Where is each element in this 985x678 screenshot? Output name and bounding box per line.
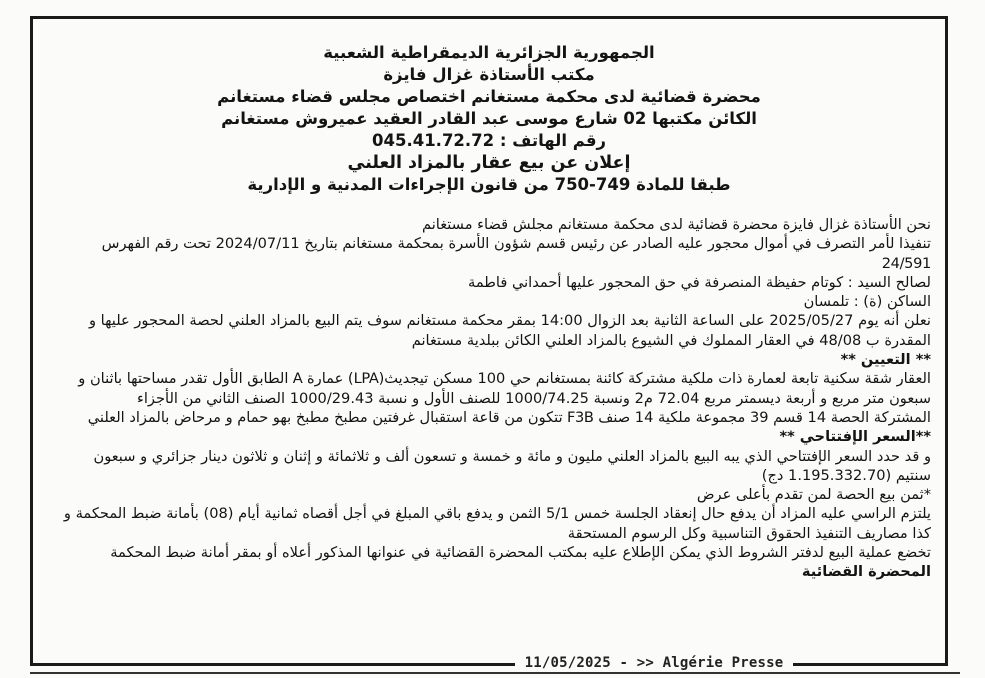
body-line: المقدرة ب 48/08 في العقار المملوك في الشيوع بالمزاد العلني الكائن ببلدية مستغانم xyxy=(411,331,931,349)
body-line: *ثمن بيع الحصة لمن تقدم بأعلى عرض xyxy=(696,486,931,504)
body-line: يلتزم الراسي عليه المزاد أن يدفع حال إنعقاد الجلسة خمس 5/1 الثمن و يدفع باقي المبلغ في أجل أقصاه ثمانية أيام (08) بأمانة ضبط المحكمة و xyxy=(63,505,931,523)
header-block xyxy=(33,42,945,196)
body-line: العقار شقة سكنية تابعة لعمارة ذات ملكية مشتركة كائنة بمستغانم حي 100 مسكن تيجديث(LPA) عمارة A الطابق الأول تقدر مساحتها باثنان و xyxy=(78,370,931,388)
body-line: لصالح السيد : كوتام حفيظة المنصرفة في حق المحجور عليها أحمداني فاطمة xyxy=(468,273,931,291)
next-clipping-edge xyxy=(30,672,960,678)
court-line: محضرة قضائية لدى محكمة مستغانم اختصاص مجلس قضاء مستغانم xyxy=(217,87,761,106)
source-caption: 11/05/2025 - >> Algérie Presse xyxy=(515,655,794,671)
address-line: الكائن مكتبها 02 شارع موسى عبد القادر العقيد عميروش مستغانم xyxy=(221,109,757,128)
announcement-frame xyxy=(30,16,948,671)
body-line: سبعون متر مربع و أربعة ديسمتر مربع 72.04 م2 ونسبة 1000/74.25 للصنف الأول و نسبة 1000/29.43 الصنف الثاني من الأجزاء xyxy=(137,389,931,407)
phone-line: رقم الهاتف : 045.41.72.72 xyxy=(372,131,606,150)
section-heading: **السعر الإفتتاحي ** xyxy=(779,428,931,446)
body-line: تنفيذا لأمر التصرف في أموال محجور عليه الصادر عن رئيس قسم شؤون الأسرة بمحكمة مستغانم بتاريخ 2024/07/11 تحت رقم الفهرس xyxy=(101,235,931,253)
body-line: نحن الأستاذة غزال فايزة محضرة قضائية لدى محكمة مستغانم مجلش قضاء مستغانم xyxy=(422,216,931,233)
body-line: 24/591 xyxy=(881,254,931,272)
office-line: مكتب الأستاذة غزال فايزة xyxy=(383,65,595,84)
section-heading: ** التعيين ** xyxy=(840,351,931,369)
announcement-title: إعلان عن بيع عقار بالمزاد العلني xyxy=(347,153,631,173)
body-line: المشتركة الحصة 14 قسم 39 مجموعة ملكية 14 صنف F3B تتكون من قاعة استقبال غرفتين مطبخ مطبخ بهو حمام و مرحاض بالمزاد العلني xyxy=(87,408,931,426)
republic-line: الجمهورية الجزائرية الديمقراطية الشعبية xyxy=(323,43,655,62)
body-line: كذا مصاريف التنفيذ الحقوق التناسبية وكل الرسوم المستحقة xyxy=(567,524,931,542)
body-line: و قد حدد السعر الإفتتاحي الذي يبه البيع بالمزاد العلني مليون و مائة و خمسة و تسعون ألف و ثلاثمائة و إثنان و ثلاثون دينار جزائري و سبعون xyxy=(93,447,931,465)
announcement-body xyxy=(49,215,931,582)
body-line: الساكن (ة) : تلمسان xyxy=(803,293,931,311)
body-line: سنتيم (1.195.332.70 دج) xyxy=(761,466,931,484)
signature-line: المحضرة القضائية xyxy=(801,563,931,581)
legal-basis-line: طبقا للمادة 749-750 من قانون الإجراءات المدنية و الإدارية xyxy=(247,175,731,194)
body-line: تخضع عملية البيع لدفتر الشروط الذي يمكن الإطلاع عليه بمكتب المحضرة القضائية في عنوانها المذكور أعلاه أو بمقر أمانة ضبط المحكمة xyxy=(110,544,931,562)
body-line: نعلن أنه يوم 2025/05/27 على الساعة الثانية بعد الزوال 14:00 بمقر محكمة مستغانم سوف يتم البيع بالمزاد العلني لحصة المحجور عليها و xyxy=(88,312,931,330)
